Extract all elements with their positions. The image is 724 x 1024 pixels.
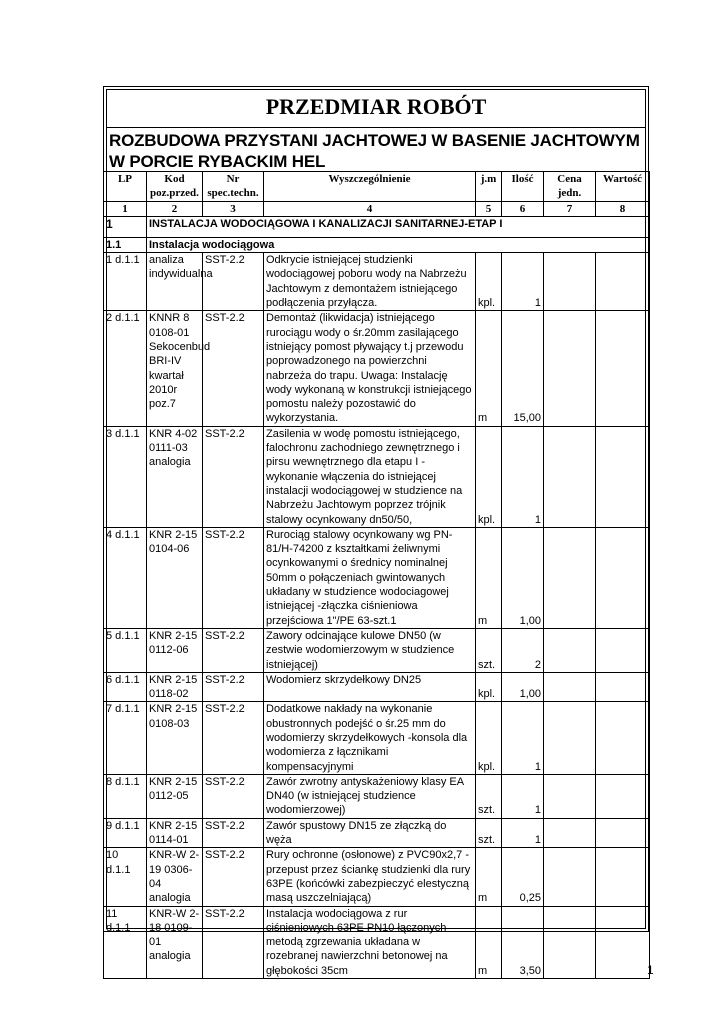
- row-unit-price: [544, 702, 596, 774]
- table-row: [104, 774, 650, 818]
- row-value: [596, 527, 650, 628]
- table-row: [104, 702, 650, 774]
- row-unit: m: [476, 906, 502, 978]
- row-quantity: 0,25: [502, 848, 544, 906]
- project-name: ROZBUDOWA PRZYSTANI JACHTOWEJ W BASENIE JACHTOWYM W PORCIE RYBACKIM HEL: [109, 131, 640, 171]
- row-nr: SST-2.2: [203, 311, 264, 426]
- row-description: Zawór spustowy DN15 ze złączką do węża: [264, 818, 476, 848]
- col-header-opis: Wyszczególnienie: [264, 172, 476, 202]
- section-number: 1: [104, 216, 147, 237]
- row-quantity: 1: [502, 774, 544, 818]
- row-value: [596, 672, 650, 702]
- row-description: Demontaż (likwidacja) istniejącego rurociągu wody o śr.20mm zasilającego istniejący pomost pływający t.j przewodu poprowadzonego na powierzchni nabrzeża do trapu. Uwaga: Instalację wody wykonaną w konstrukcji istniejącego pomostu należy pozostawić do wykorzystania.: [264, 311, 476, 426]
- row-lp: 8 d.1.1: [104, 774, 147, 818]
- row-kod: analiza indywidualna: [147, 253, 203, 311]
- row-unit-price: [544, 672, 596, 702]
- header-row: [104, 172, 650, 202]
- row-lp: 4 d.1.1: [104, 527, 147, 628]
- section-title: INSTALACJA WODOCIĄGOWA I KANALIZACJI SANITARNEJ-ETAP I: [147, 216, 650, 237]
- row-nr: SST-2.2: [203, 527, 264, 628]
- table-row: [104, 672, 650, 702]
- row-kod: KNR-W 2-18 0109-01 analogia: [147, 906, 203, 978]
- table-row: [104, 426, 650, 527]
- col-header-cena: Cena jedn.: [544, 172, 596, 202]
- row-quantity: 1: [502, 253, 544, 311]
- row-nr: SST-2.2: [203, 253, 264, 311]
- row-value: [596, 253, 650, 311]
- row-quantity: 1: [502, 818, 544, 848]
- col-header-wartosc: Wartość: [596, 172, 650, 202]
- row-lp: 9 d.1.1: [104, 818, 147, 848]
- col-header-jm: j.m: [476, 172, 502, 202]
- table-row: [104, 906, 650, 978]
- row-lp: 1 d.1.1: [104, 253, 147, 311]
- row-description: Instalacja wodociągowa z rur ciśnieniowych 63PE PN10 łączonych metodą zgrzewania układana w rozebranej nawierzchni betonowej na głębokości 35cm: [264, 906, 476, 978]
- row-unit: kpl.: [476, 672, 502, 702]
- row-unit-price: [544, 774, 596, 818]
- row-kod: KNR-W 2-19 0306-04 analogia: [147, 848, 203, 906]
- row-nr: SST-2.2: [203, 906, 264, 978]
- row-unit: m: [476, 527, 502, 628]
- row-value: [596, 848, 650, 906]
- row-value: [596, 628, 650, 672]
- row-nr: SST-2.2: [203, 818, 264, 848]
- subsection-row: [104, 237, 650, 252]
- table-row: [104, 848, 650, 906]
- page-title: PRZEDMIAR ROBÓT: [107, 90, 645, 128]
- row-unit-price: [544, 818, 596, 848]
- row-value: [596, 426, 650, 527]
- row-unit-price: [544, 311, 596, 426]
- column-number-row: [104, 201, 650, 216]
- row-quantity: 3,50: [502, 906, 544, 978]
- row-lp: 11 d.1.1: [104, 906, 147, 978]
- row-description: Rurociąg stalowy ocynkowany wg PN-81/H-74200 z kształtkami żeliwnymi ocynkowanymi o średnicy nominalnej 50mm o połączeniach gwintowanych układany w studzience wodociagowej istniejącej -złączka ciśnieniowa przejściowa 1"/PE 63-szt.1: [264, 527, 476, 628]
- row-lp: 2 d.1.1: [104, 311, 147, 426]
- table-row: [104, 253, 650, 311]
- row-unit: szt.: [476, 628, 502, 672]
- row-kod: KNR 2-15 0104-06: [147, 527, 203, 628]
- row-quantity: 1,00: [502, 527, 544, 628]
- row-quantity: 1: [502, 702, 544, 774]
- row-description: Odkrycie istniejącej studzienki wodociągowej poboru wody na Nabrzeżu Jachtowym z demontażem istniejącego podłączenia przyłącza.: [264, 253, 476, 311]
- row-kod: KNR 2-15 0112-05: [147, 774, 203, 818]
- col-number: 4: [264, 201, 476, 216]
- col-number: 2: [147, 201, 203, 216]
- row-quantity: 15,00: [502, 311, 544, 426]
- row-kod: KNR 2-15 0112-06: [147, 628, 203, 672]
- table-row: [104, 818, 650, 848]
- row-kod: KNR 2-15 0108-03: [147, 702, 203, 774]
- row-value: [596, 906, 650, 978]
- table-row: [104, 311, 650, 426]
- row-nr: SST-2.2: [203, 628, 264, 672]
- row-nr: SST-2.2: [203, 672, 264, 702]
- row-lp: 10 d.1.1: [104, 848, 147, 906]
- row-value: [596, 818, 650, 848]
- col-header-nr: Nr spec.techn.: [203, 172, 264, 202]
- row-lp: 6 d.1.1: [104, 672, 147, 702]
- col-header-lp: LP: [104, 172, 147, 202]
- row-kod: KNR 2-15 0114-01: [147, 818, 203, 848]
- row-description: Dodatkowe nakłady na wykonanie obustronnych podejść o śr.25 mm do wodomierzy skrzydełkowych -konsola dla wodomierza z łącznikami kompensacyjnymi: [264, 702, 476, 774]
- section-row: [104, 216, 650, 237]
- row-unit-price: [544, 253, 596, 311]
- row-nr: SST-2.2: [203, 426, 264, 527]
- row-quantity: 1: [502, 426, 544, 527]
- row-unit-price: [544, 906, 596, 978]
- row-nr: SST-2.2: [203, 702, 264, 774]
- row-description: Zasilenia w wodę pomostu istniejącego, falochronu zachodniego zewnętrznego i pirsu wewnętrznego dla etapu I - wykonanie włączenia do istniejącej instalacji wodociągowej w studzience na Nabrzeżu Jachtowym poprzez trójnik stalowy ocynkowany dn50/50,: [264, 426, 476, 527]
- row-unit: kpl.: [476, 426, 502, 527]
- row-lp: 5 d.1.1: [104, 628, 147, 672]
- col-header-kod: Kod poz.przed.: [147, 172, 203, 202]
- row-quantity: 1,00: [502, 672, 544, 702]
- row-value: [596, 774, 650, 818]
- col-number: 8: [596, 201, 650, 216]
- row-unit: szt.: [476, 774, 502, 818]
- row-value: [596, 311, 650, 426]
- row-unit-price: [544, 426, 596, 527]
- subsection-number: 1.1: [104, 237, 147, 252]
- col-number: 1: [104, 201, 147, 216]
- col-number: 7: [544, 201, 596, 216]
- col-number: 5: [476, 201, 502, 216]
- row-nr: SST-2.2: [203, 848, 264, 906]
- row-quantity: 2: [502, 628, 544, 672]
- row-unit-price: [544, 527, 596, 628]
- row-kod: KNR 4-02 0111-03 analogia: [147, 426, 203, 527]
- col-number: 3: [203, 201, 264, 216]
- row-unit: kpl.: [476, 702, 502, 774]
- row-nr: SST-2.2: [203, 774, 264, 818]
- cost-estimate-table: [103, 171, 650, 979]
- col-number: 6: [502, 201, 544, 216]
- row-unit: kpl.: [476, 253, 502, 311]
- table-row: [104, 527, 650, 628]
- row-description: Zawór zwrotny antyskażeniowy klasy EA DN40 (w istniejącej studzience wodomierzowej): [264, 774, 476, 818]
- row-kod: KNNR 8 0108-01 Sekocenbud BRI-IV kwartał 2010r poz.7: [147, 311, 203, 426]
- row-unit: m: [476, 311, 502, 426]
- row-unit-price: [544, 848, 596, 906]
- row-lp: 3 d.1.1: [104, 426, 147, 527]
- row-kod: KNR 2-15 0118-02: [147, 672, 203, 702]
- col-header-ilosc: Ilość: [502, 172, 544, 202]
- page-number: 1: [647, 963, 654, 977]
- row-value: [596, 702, 650, 774]
- row-description: Zawory odcinające kulowe DN50 (w zestwie wodomierzowym w studzience istniejącej): [264, 628, 476, 672]
- row-unit-price: [544, 628, 596, 672]
- row-description: Rury ochronne (osłonowe) z PVC90x2,7 - przepust przez ściankę studzienki dla rury 63PE (końcówki zabezpieczyć elestyczną masą uszczelniającą): [264, 848, 476, 906]
- row-unit: m: [476, 848, 502, 906]
- row-lp: 7 d.1.1: [104, 702, 147, 774]
- row-description: Wodomierz skrzydełkowy DN25: [264, 672, 476, 702]
- table-row: [104, 628, 650, 672]
- row-unit: szt.: [476, 818, 502, 848]
- subsection-title: Instalacja wodociągowa: [147, 237, 650, 252]
